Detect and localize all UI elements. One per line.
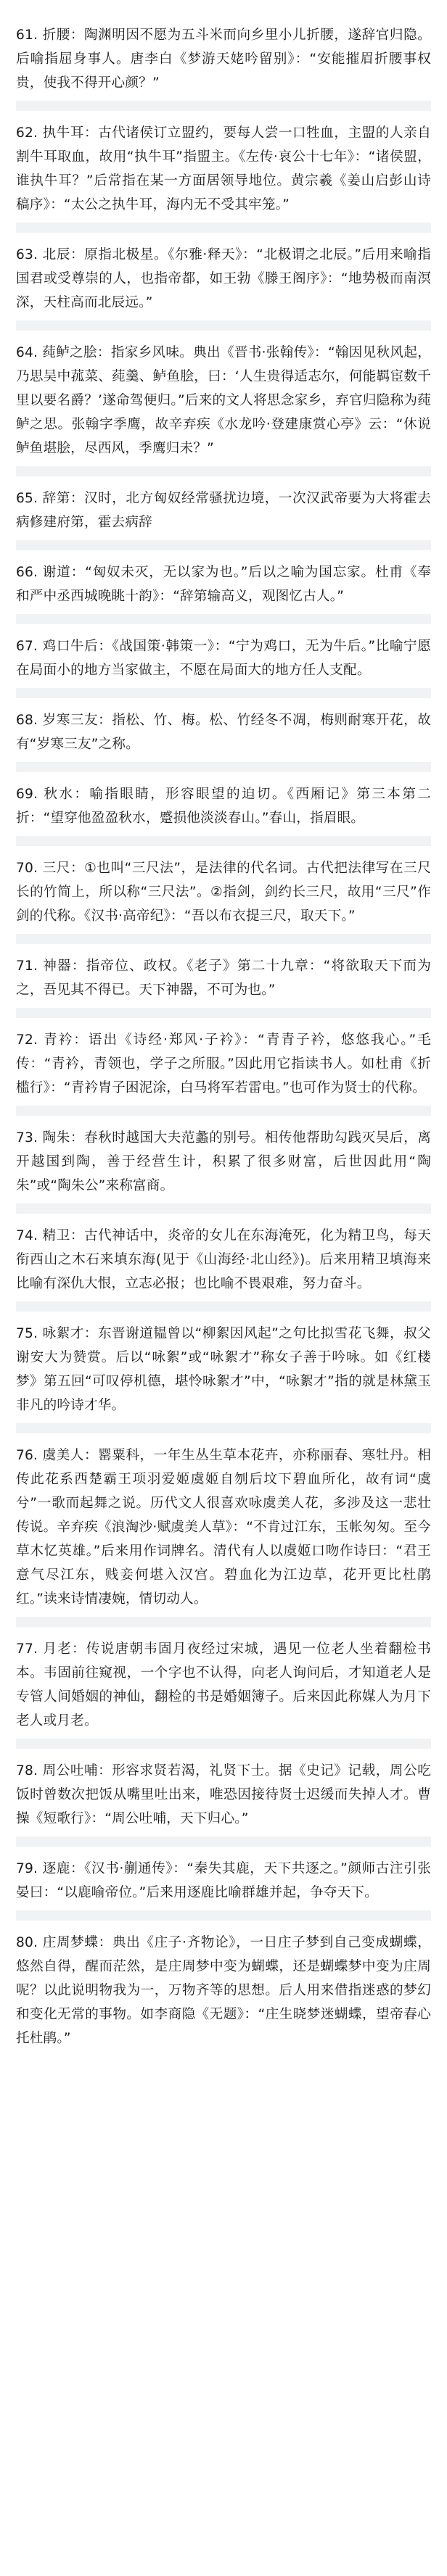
entry-text: 77. 月老：传说唐朝韦固月夜经过宋城，遇见一位老人坐着翻检书本。韦固前往窥视，一个字也不认得，向老人询问后，才知道老人是专管人间婚姻的神仙，翻检的书是婚姻簿子。后来因此称媒人为月下老人或月老。 xyxy=(16,1641,431,1728)
entry-text: 79. 逐鹿：《汉书·蒯通传》：“秦失其鹿，天下共逐之。”颜师古注引张晏曰：“以鹿喻帝位。”后来用逐鹿比喻群雄并起，争夺天下。 xyxy=(16,1861,431,1900)
entry-71 xyxy=(16,934,431,1008)
entry-text: 71. 神器：指帝位、政权。《老子》第二十九章：“将欲取天下而为之，吾见其不得已。天下神器，不可为也。” xyxy=(16,958,431,998)
entry-67 xyxy=(16,614,431,688)
entry-text: 67. 鸡口牛后：《战国策·韩策一》：“宁为鸡口，无为牛后。”比喻宁愿在局面小的地方当家做主，不愿在局面大的地方任人支配。 xyxy=(16,639,431,678)
entry-68 xyxy=(16,688,431,762)
entry-63 xyxy=(16,223,431,320)
entry-text: 75. 咏絮才：东晋谢道韫曾以“柳絮因风起”之句比拟雪花飞舞，叔父谢安大为赞赏。后以“咏絮”或“咏絮才”称女子善于吟咏。如《红楼梦》第五回“可叹停机德，堪怜咏絮才”中，“咏絮才”指的就是林黛玉非凡的吟诗才华。 xyxy=(16,1326,431,1413)
entry-75 xyxy=(16,1301,431,1423)
entry-61 xyxy=(16,13,431,101)
entry-text: 74. 精卫：古代神话中，炎帝的女儿在东海淹死，化为精卫鸟，每天衔西山之木石来填东海(见于《山海经·北山经》)。后来用精卫填海来比喻有深仇大恨，立志必报；也比喻不畏艰难，努力奋斗。 xyxy=(16,1228,431,1291)
entry-text: 73. 陶朱：春秋时越国大夫范蠡的别号。相传他帮助勾践灭吴后，离开越国到陶，善于经营生计，积累了很多财富，后世因此用“陶朱”或“陶朱公”来称富商。 xyxy=(16,1130,431,1193)
entry-65 xyxy=(16,466,431,540)
entry-79 xyxy=(16,1836,431,1910)
entry-text: 78. 周公吐哺：形容求贤若渴，礼贤下士。据《史记》记载，周公吃饭时曾数次把饭从嘴里吐出来，唯恐因接待贤士迟缓而失掉人才。曹操《短歌行》：“周公吐哺，天下归心。” xyxy=(16,1763,431,1826)
entry-70 xyxy=(16,836,431,934)
entry-text: 72. 青衿：语出《诗经·郑风·子衿》：“青青子衿，悠悠我心。”毛传：“青衿，青领也，学子之所服。”因此用它指读书人。如杜甫《折槛行》：“青衿胄子困泥涂，白马将军若雷电。”也可作为贤士的代称。 xyxy=(16,1032,431,1096)
entry-73 xyxy=(16,1106,431,1204)
entry-78 xyxy=(16,1739,431,1836)
entry-62 xyxy=(16,101,431,223)
entry-80 xyxy=(16,1910,431,2056)
entry-text: 63. 北辰：原指北极星。《尔雅·释天》：“北极谓之北辰。”后用来喻指国君或受尊崇的人，也指帝都，如王勃《滕王阁序》：“地势极而南溟深，天柱高而北辰远。” xyxy=(16,247,431,310)
entry-text: 62. 执牛耳：古代诸侯订立盟约，要每人尝一口牲血，主盟的人亲自割牛耳取血，故用“执牛耳”指盟主。《左传·哀公十七年》：“诸侯盟，谁执牛耳？”后常指在某一方面居领导地位。黄宗羲《姜山启彭山诗稿序》：“太公之执牛耳，海内无不受其牢笼。” xyxy=(16,125,431,212)
entry-76 xyxy=(16,1423,431,1617)
entry-text: 69. 秋水：喻指眼睛，形容眼望的迫切。《西厢记》第三本第二折：“望穿他盈盈秋水，蹙损他淡淡春山。”春山，指眉眼。 xyxy=(16,787,431,826)
entry-text: 70. 三尺：①也叫“三尺法”，是法律的代名词。古代把法律写在三尺长的竹简上，所以称“三尺法”。②指剑，剑约长三尺，故用“三尺”作剑的代称。《汉书·高帝纪》：“吾以布衣提三尺，取天下。” xyxy=(16,861,431,924)
entry-66 xyxy=(16,540,431,614)
entry-64 xyxy=(16,320,431,466)
entry-69 xyxy=(16,762,431,836)
entry-text: 66. 谢道：“匈奴未灭，无以家为也。”后以之喻为国忘家。杜甫《奉和严中丞西城晚眺十韵》：“辞第输高义，观图忆古人。” xyxy=(16,565,431,604)
entry-74 xyxy=(16,1204,431,1301)
entry-77 xyxy=(16,1617,431,1739)
entry-text: 64. 莼鲈之脍：指家乡风味。典出《晋书·张翰传》：“翰因见秋风起，乃思吴中菰菜、莼羹、鲈鱼脍，曰：‘人生贵得适志尔，何能羁宦数千里以要名爵？’遂命驾便归。”后来的文人将思念家乡，弃官归隐称为莼鲈之思。张翰字季鹰，故辛弃疾《水龙吟·登建康赏心亭》云：“休说鲈鱼堪脍，尽西风，季鹰归未？” xyxy=(16,345,431,456)
entry-text: 68. 岁寒三友：指松、竹、梅。松、竹经冬不凋，梅则耐寒开花，故有“岁寒三友”之称。 xyxy=(16,713,431,752)
entry-text: 76. 虞美人：罂粟科，一年生丛生草本花卉，亦称丽春、寒牡丹。相传此花系西楚霸王项羽爱姬虞姬自刎后坟下碧血所化，故有词“虞兮”一歌而起舞之说。历代文人很喜欢咏虞美人花，多涉及这一悲壮传说。辛弃疾《浪淘沙·赋虞美人草》：“不肯过江东，玉帐匆匆。至今草木忆英雄。”后来用作词牌名。清代有人以虞姬口吻作诗曰：“君王意气尽江东，贱妾何堪入汉宫。碧血化为江边草，花开更比杜鹃红。”读来诗情凄婉，情切动人。 xyxy=(16,1448,431,1607)
entry-text: 80. 庄周梦蝶：典出《庄子·齐物论》，一日庄子梦到自己变成蝴蝶，悠然自得，醒而茫然，是庄周梦中变为蝴蝶，还是蝴蝶梦中变为庄周呢？以此说明物我为一，万物齐等的思想。后人用来借指迷惑的梦幻和变化无常的事物。如李商隐《无题》：“庄生晓梦迷蝴蝶，望帝春心托杜鹃。” xyxy=(16,1935,431,2046)
entry-text: 61. 折腰：陶渊明因不愿为五斗米而向乡里小儿折腰，遂辞官归隐。后喻指屈身事人。唐李白《梦游天姥吟留别》：“安能摧眉折腰事权贵，使我不得开心颜？” xyxy=(16,28,431,91)
entry-text: 65. 辞第：汉时，北方匈奴经常骚扰边境，一次汉武帝要为大将霍去病修建府第，霍去病辞 xyxy=(16,491,431,530)
entry-72 xyxy=(16,1008,431,1106)
